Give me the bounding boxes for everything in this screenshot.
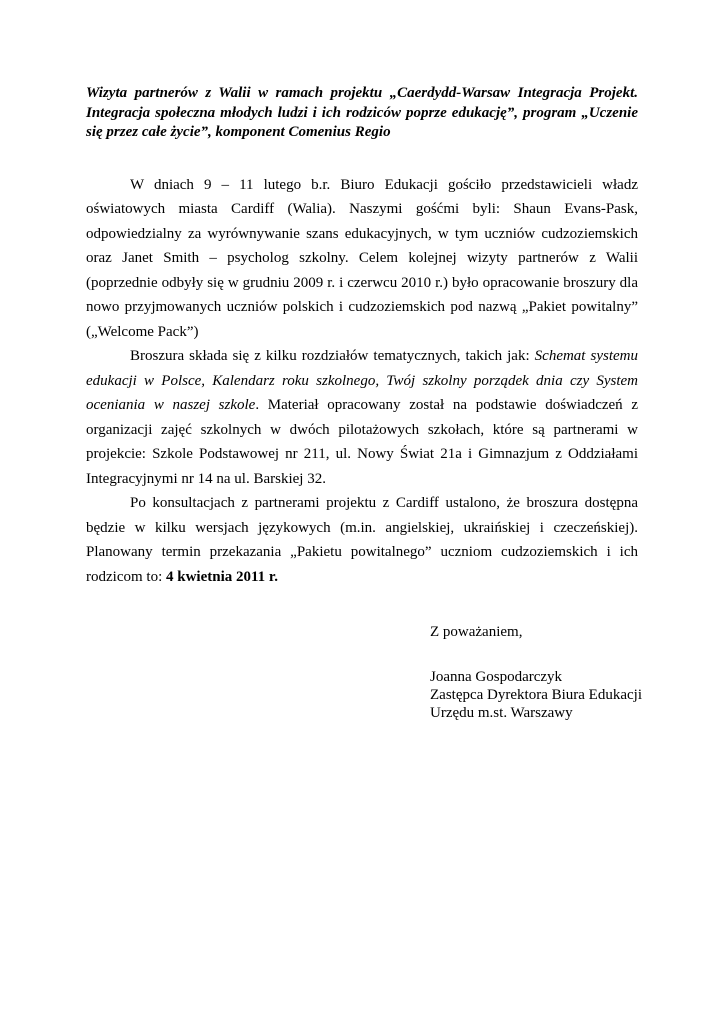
- paragraph-visit: W dniach 9 – 11 lutego b.r. Biuro Edukacji gościło przedstawicieli władz oświatowych miasta Cardiff (Walia). Naszymi gośćmi byli: Shaun Evans-Pask, odpowiedzialny za wyrównywanie szans edukacyjnych, w tym uczniów cudzoziemskich oraz Janet Smith – psycholog szkolny. Celem kolejnej wizyty partnerów z Walii (poprzednie odbyły się w grudniu 2009 r. i czerwcu 2010 r.) było opracowanie broszury dla nowo przyjmowanych uczniów polskich i cudzoziemskich pod nazwą „Pakiet powitalny” („Welcome Pack”): [86, 176, 638, 340]
- document-body: [86, 173, 638, 590]
- brochure-details: . Materiał opracowany został na podstawie doświadczeń z organizacji zajęć szkolnych w dwóch pilotażowych szkołach, które są partnerami w projekcie: Szkole Podstawowej nr 211, ul. Nowy Świat 21a i Gimnazjum z Oddziałami Integracyjnymi nr 14 na ul. Barskiej 32.: [86, 397, 638, 487]
- document-page: [86, 84, 638, 589]
- closing-greeting: Z poważaniem,: [430, 624, 523, 640]
- brochure-chapters: Schemat systemu edukacji w Polsce, Kalendarz roku szkolnego, Twój szkolny porządek dnia czy System oceniania w naszej szkole: [86, 348, 638, 413]
- paragraph-brochure: [86, 344, 638, 491]
- signature-block: [430, 668, 690, 722]
- signatory-name: Joanna Gospodarczyk: [430, 669, 563, 685]
- consultation-text: Po konsultacjach z partnerami projektu z Cardiff ustalono, że broszura dostępna będzie w kilku wersjach językowych (m.in. angielskiej, ukraińskiej i czeczeńskiej). Planowany termin przekazania „Pakietu powitalnego” uczniom cudzoziemskich i ich rodzicom to:: [86, 495, 638, 585]
- signatory-position: Zastępca Dyrektora Biura Edukacji: [430, 687, 642, 703]
- handover-date: 4 kwietnia 2011 r.: [165, 568, 278, 585]
- document-title: Wizyta partnerów z Walii w ramach projektu „Caerdydd-Warsaw Integracja Projekt. Integracja społeczna młodych ludzi i ich rodziców poprze edukację”, program „Uczenie się przez całe życie”, komponent Comenius Regio: [86, 85, 638, 140]
- paragraph-consultation: [86, 491, 638, 589]
- signatory-office: Urzędu m.st. Warszawy: [430, 705, 573, 721]
- brochure-intro: Broszura składa się z kilku rozdziałów tematycznych, takich jak:: [130, 348, 535, 364]
